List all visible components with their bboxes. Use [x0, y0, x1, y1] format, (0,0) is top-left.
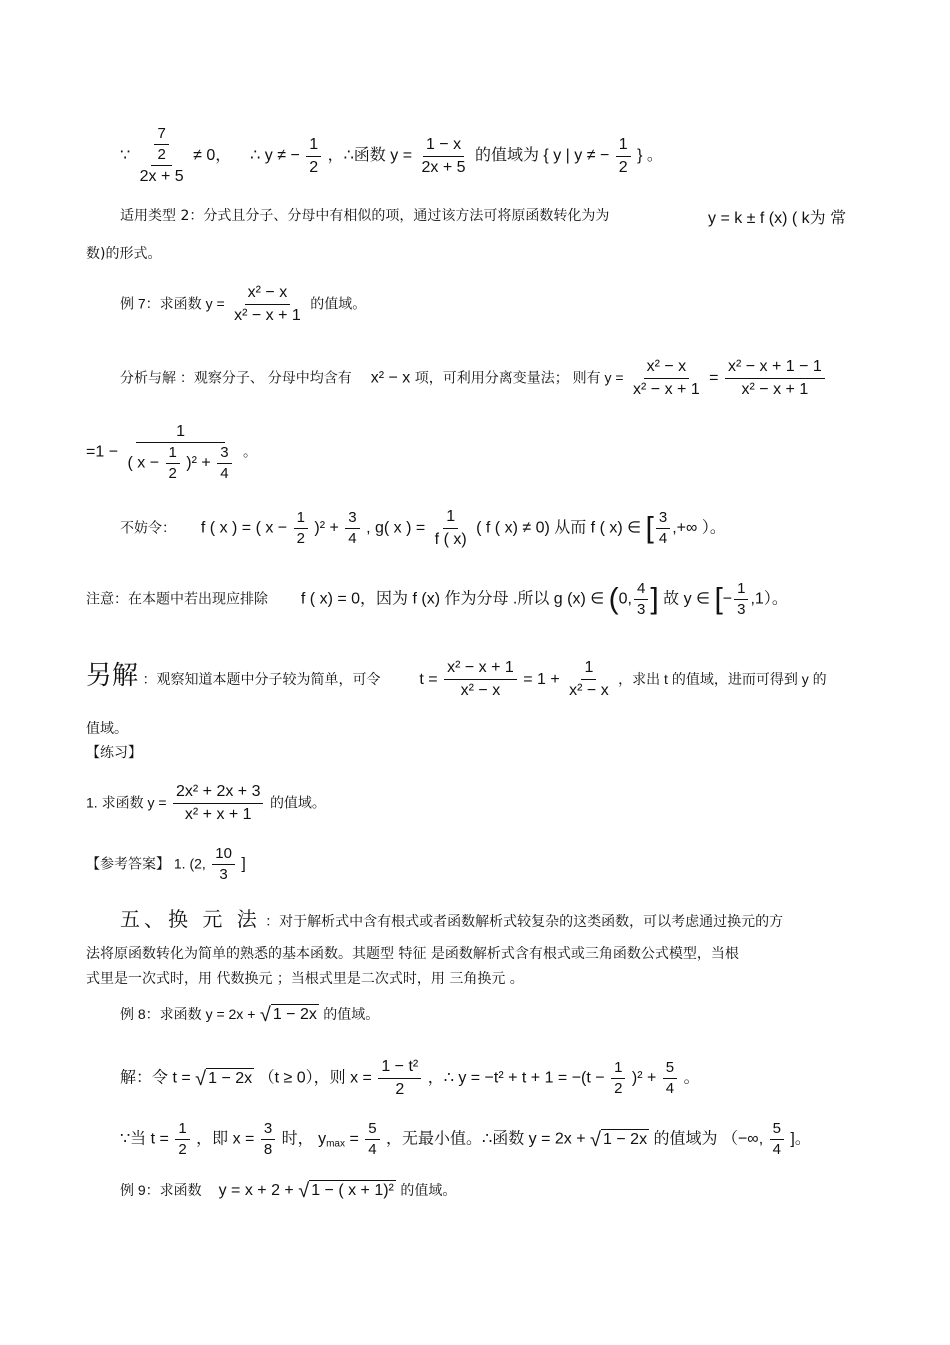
- section-5-line2: 法将原函数转化为简单的熟悉的基本函数。其题型 特征 是函数解析式含有根式或三角函数公式模型，当根: [86, 946, 739, 962]
- sqrt-expression: √ 1 − 2x: [259, 1004, 317, 1026]
- section-5: 五、换 元 法 ：对于解析式中含有根式或者函数解析式较复杂的这类函数，可以考虑通过换元的方: [120, 907, 784, 931]
- note-line: 注意：在本题中若出现应排除 f ( x) = 0，因为 f (x) 作为分母 .所以 g (x) ∈ (0, $\frac{4}{3}$ ] 故 y ∈ [− $\frac{1}{3}$ ,1）。: [86, 580, 788, 618]
- practice-q1: 1. 求函数 y = $\frac{\text{2x² + 2x + 3}}{\text{x² + x + 1}}$ 的值域。: [86, 783, 326, 823]
- analysis-line: 分析与解 ：观察分子、 分母中均含有 x² − x 项，可利用分离变量法； 则有 y = $\frac{\text{x² − x}}{\text{x² − x + 1}}$ = $\frac{\text{x² − x + 1 − 1}}{\text{x² − x + 1}}$: [120, 357, 950, 400]
- practice-answer: 【参考答案】 1. (2, $\frac{10}{3}$ ]: [86, 845, 246, 883]
- type2-line2: 数)的形式。: [86, 246, 162, 262]
- result-line: =1 − 1 ( x − $\frac{1}{2}$ )² + $\frac{3}{4}$ 。: [86, 423, 257, 482]
- example-8: 例 8：求函数 y = 2x + √ 1 − 2x 的值域。: [120, 1004, 380, 1026]
- fraction-half: $\frac{1}{2}$: [306, 135, 321, 178]
- example-9: 例 9：求函数 y = x + 2 + √ 1 − ( x + 1)² 的值域。: [120, 1180, 457, 1202]
- example-7: 例 7：求函数 y = $\frac{\text{x² − x}}{\text{x² − x + 1}}$ 的值域。: [120, 284, 367, 324]
- section-5-line3: 式里是一次式时，用 代数换元 ；当根式里是二次式时，用 三角换元 。: [86, 971, 524, 987]
- let-line: 不妨令： f ( x ) = ( x − $\frac{1}{2}$ )² + $\frac{3}{4}$ , g( x ) = $\frac{1}{f ( x)}$ ( f ( x) ≠ 0) 从而 f ( x) ∈ [ $\frac{3}{4}$ ,+∞ ）。: [120, 508, 726, 548]
- fraction-seven-halves: $\frac{\frac{7}{2}}{2x + 5}$: [139, 125, 184, 185]
- because-symbol: ∵: [120, 147, 131, 165]
- type2-paragraph: 适用类型 2：分式且分子、分母中有相似的项，通过该方法可将原函数转化为为 y = k ± f (x) ( k为 常: [120, 208, 847, 227]
- function-fraction: $\frac{1 - x}{2x + 5}$: [421, 135, 466, 176]
- solution-8: 解：令 t = √ 1 − 2x （t ≥ 0），则 x = $\frac{\text{1 − t²}}{2}$ ，∴ y = −t² + t + 1 = −(t − $\frac{1}{2}$ )² + $\frac{5}{4}$ 。: [120, 1058, 700, 1098]
- when-line: ∵当 t = $\frac{1}{2}$ ，即 x = $\frac{3}{8}$ 时， $y_{max}$ = $\frac{5}{4}$ ，无最小值。∴函数 y = 2x + √ 1 − 2x 的值域为 （−∞, $\frac{5}{4}$ ]。: [120, 1120, 811, 1158]
- alt-line2: 值域。: [86, 721, 128, 737]
- line-1: ∵ $\frac{\frac{7}{2}}{2x + 5}$ ≠ 0， ∴ y ≠ − $\frac{1}{2}$ ，∴函数 y = $\frac{1 - x}{2x + 5}$ 的值域为 { y | y ≠ − $\frac{1}{2}$ } 。: [120, 125, 663, 185]
- alt-heading: 另解: [86, 661, 139, 691]
- practice-header: 【练习】: [86, 745, 142, 761]
- section-5-title: 五、换 元 法: [120, 907, 261, 931]
- ex7-fraction: $\frac{\text{x² − x}}{\text{x² − x + 1}}$: [234, 284, 301, 324]
- alternative-solution: 另解 ：观察知道本题中分子较为简单，可令 t = $\frac{\text{x² − x + 1}}{\text{x² − x}}$ = 1 + $\frac{1}{\text{x² − x}}$ ，求出 t 的值域，进而可得到 y 的: [86, 659, 827, 700]
